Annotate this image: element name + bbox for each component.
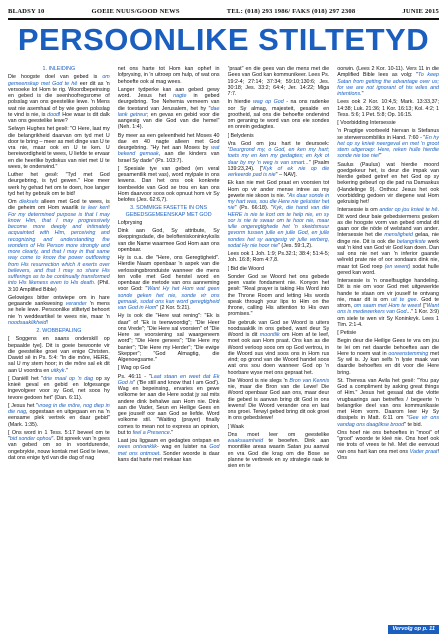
emphasis-text: dood — [47, 111, 60, 118]
paragraph — [228, 320, 330, 376]
section-heading — [8, 328, 110, 334]
issue-date: JUNIE 2015 — [402, 7, 439, 15]
emphasis-text: Vader praat — [409, 448, 438, 455]
emphasis-text: wat bekend gemaak — [117, 145, 220, 158]
emphasis-text: Kyk of ek nie op die verkeerde pad is nie — [227, 165, 330, 178]
emphasis-text: te leer ken — [81, 205, 109, 212]
body-text: ". Dit spreek van 'n gees van gebed om so in voortdurende, ongebrykte, nouw kontak met God te lewe, dat ons enige tyd van die dag of nag — [8, 436, 110, 461]
body-text: Lofprysing — [117, 219, 143, 226]
body-text: " ('Be still and know that I am God'). Wag en bepeinsing, ervaries en gewe volkome ter aan die Here sodat jy sal mits andere dink behalwe aan Hom nie. Dink aan die Vader, Seun en Heilige Gees en gee jouself oor aan God se liefde. Word volkome stil. "Waiting (prayer) finally comes to mean not to express an opinion, but to — [117, 379, 220, 436]
body-text: [ Petisie — [337, 330, 357, 336]
paragraph — [8, 172, 110, 197]
body-text: net ons harte tot Hom kan ophef in lofprysing, in 'n uitroep om hulp, of wat ons behoefte ook al mag wees. — [117, 66, 220, 85]
body-text: Laat jou liggaam en gedagtes ontspan en — [117, 438, 220, 444]
continued-notice: Vervolg op p. 11 — [388, 625, 439, 634]
body-text: . Dit word deur baie gebedsiermens gesken as die hoogste vorm van gebed omdat dit gaan oor die nöde of welstand van ander. Intersessie het die — [337, 207, 439, 239]
section-heading-text: 2. WOBBEPALING — [36, 328, 82, 334]
publication-name: GOEIE NUUS/GOOD NEWS — [91, 7, 180, 15]
emphasis-text: om saam met Hom te wees — [353, 303, 420, 309]
article-title: PERSOONLIKE STILTETYD — [17, 22, 430, 57]
body-text: " (2 Kor. 5:21). — [156, 305, 191, 311]
body-text: [ Voorbidding Intersessie — [337, 120, 396, 126]
body-text: "praat" en die gees van die mens met die Gees van God kan kommunikeer. Lees Ps. 19:2-4; 27:14; 37:34; 59:10;130:6; Jes. 30:18; Jes. 33:2; 64:4; Jer. 14:22; Miga 7:7. — [227, 66, 330, 97]
body-text: met Sy wil is. Jy kan selfs 'n lysie maak van daardie behoeftes en dit voor die Here bring. — [337, 350, 439, 376]
body-text: Ons hoef nie ons behoeftes in "mooi" of "groot" woorde te kleé nie. Ons hoef ook nie trots of vrees te hê. Met die eenvoud van ons hart kan ons met ons — [337, 429, 439, 455]
body-text: " — [379, 153, 382, 160]
paragraph — [337, 378, 439, 428]
body-text: " (Psalm 139:23,24). [" — [227, 159, 330, 172]
emphasis-text: wag op God — [252, 99, 284, 106]
paragraph — [118, 66, 220, 85]
column-2 — [118, 64, 220, 630]
emphasis-text: bid sonder ophou — [9, 436, 52, 442]
section-heading-text: 3. SOMMIGE FASETTE IN ONS GEBEDSGEMEENSKAP MET GOD — [125, 205, 212, 218]
body-text: Die Woord is nie slegs 'n — [227, 377, 290, 384]
paragraph — [8, 295, 110, 326]
body-text: in gebed deurgebring. Toe Nehemia verneem van die toestand van Jerusalem, het hy " — [117, 93, 220, 112]
body-text: (Phil. 3:10 Amplified Bible) — [8, 280, 110, 293]
paragraph — [118, 255, 220, 311]
body-text: Selwyn Hughes het gesê: "O Here, laat my die belangrikheid daarvan om tyd met U door te bring – meer as met dinge van U te vra nie, maar ook en U te ken. U bereiwordigheid te wees, U liefde te ervaar en die heerlike bydiskus van niet met U te wees, te onderwind." — [8, 126, 110, 170]
body-text: Intersessie is om — [337, 207, 380, 214]
body-text: ! Ons — [337, 448, 439, 461]
paragraph — [337, 66, 439, 97]
paragraph — [118, 438, 220, 463]
emphasis-text: As daar sonde in my hart was, sou die Here nie geluister het nie — [227, 192, 330, 212]
body-text: alleen met God te wees, is die geheim om Hom waarlik — [8, 199, 110, 212]
paragraph — [228, 66, 330, 97]
emphasis-text: ander op jou knieë te hê — [379, 207, 438, 214]
body-text: ! Hoe waar is dit dalk van ons geestelike lewe? — [8, 111, 110, 124]
emphasis-text: (en weent) — [384, 263, 411, 270]
body-text: [ Spesiale tye van gebed (en veral gesamentlik met vas), word mylpale in ons lewens. Dan het ons ook konkrete toenbeelde van God se trou en kan ons Hom daarvoor soos ook opnuut hom vir Sy belofes (Jes. 62:6,7). — [117, 165, 220, 203]
body-text: - wag en luister na — [156, 444, 210, 451]
paragraph — [228, 251, 330, 264]
emphasis-text: For my determined purpose is that I may know Him, that I may progressively become more deeply and intimately acquainted with Him, perceiving and recognizing and understanding the wonders of His Person more strongly and more clearly, and that I may in that same way come to know the power outflowing from His resurrection which it exerts over believers, and that I may so share His sufferings as to be continually transformed into His likeness even to His death. — [8, 211, 110, 287]
body-text: Ons moet leer om geestelike — [227, 431, 330, 438]
body-text: ; en gevas en gebid voor die aangesig van die God van die hemel" (Neh. 1:4). — [117, 111, 220, 131]
body-text: Intersessie is 'n onselfsugtige handeling. Dit is nie om voor God met uitgewerkte hande te staan om vir jouself te ontvang nie, maar dit is om — [337, 278, 439, 303]
emphasis-text: Deurgrond my, o God, en ken my hart; toets my en ken my gedagtes; en kyk of daar by my 'n weg is van smart... — [227, 147, 330, 166]
paragraph — [228, 141, 330, 179]
emphasis-text: To keep Satan from getting the advantage over us; for we are not ignorant of his wiles and intentions. — [337, 72, 439, 97]
header-rule — [8, 18, 439, 20]
page-number: BLADSY 10 — [8, 7, 45, 15]
emphasis-text: mensligheid — [384, 232, 413, 239]
emphasis-text: om gemeenskap met God te hê — [8, 74, 110, 87]
body-text: Begin deur die Heilige Gees te vra om jou te lei om net daardie behoeftes aan die Here to noem wat in — [337, 338, 439, 357]
body-text: Lees ook 1 Joh. 1:9; Ps.32:1; 38:4; 51:4-5; Joh. 16:8; Rom 4:7,8. — [227, 251, 330, 264]
emphasis-text: Laat staan en weet dat Ek God is — [117, 373, 220, 386]
emphasis-text: verander — [65, 301, 87, 307]
emphasis-text: uit te gee — [391, 296, 417, 303]
body-text: ! — [108, 205, 110, 212]
emphasis-text: belangrikste — [396, 238, 426, 245]
paragraph — [228, 133, 330, 139]
emphasis-text: uitkyk — [50, 367, 65, 374]
page-header — [8, 5, 439, 17]
paragraph — [228, 266, 330, 272]
body-text: Ps. 46:11 - " — [117, 373, 151, 380]
paragraph — [228, 378, 330, 422]
paragraph — [337, 430, 439, 461]
section-heading — [8, 66, 110, 72]
body-text: [ Belydenis — [227, 132, 254, 139]
section-heading-text: 1. INLEIDING — [42, 66, 76, 72]
body-text: " (Ps. 66:18). " — [234, 205, 273, 212]
paragraph — [228, 99, 330, 130]
body-text: Lees ook 2 Kor. 10:4,5; Mark. 13:33,37; 14:38; Luk. 21:36; 1 Kor. 16:13; Kol. 4:2; 1 Tess. 5:6; 1 Pet. 5:8; Op. 16:15. — [337, 99, 439, 118]
paragraph — [337, 330, 439, 336]
paragraph — [8, 199, 110, 293]
body-text: Hy is ook die "Here wat rening": "Ek is daar" of "Ek is teenwoordig"; "Die Heer ons Vrede"; "Die Here sal voorsien" of "Die Here se voorsiening sal waargeneem word"; "Die Here genees"; "Die Here my banier"; "Die Here my Herder"; "Die ewige Skepper"; "God Almagtig, die Algenoegsame." — [117, 313, 220, 363]
emphasis-text: waaksaamheid — [227, 438, 264, 444]
body-text: Die hoogste doel van gebed is — [8, 74, 103, 81]
body-text: " te bid. — [404, 421, 423, 428]
body-text: ..." 1 Kor. 3:9) om siele te wen vir Sy Koninkryk. Lees 1 Tim. 2:1-4. — [337, 309, 439, 328]
body-text: 'n Pragtige voorbeeld hiervan is Stefanus se sterwensombiliks in Hand. 7:60 - " — [337, 128, 439, 141]
emphasis-text: noodsaaklikheid — [8, 319, 47, 326]
emphasis-text: Gee vir ons vandag ons daaglikse brood — [337, 415, 439, 428]
column-3 — [228, 64, 330, 630]
paragraph — [228, 432, 330, 470]
paragraph — [118, 166, 220, 204]
emphasis-text: God met ons ontmoet — [117, 444, 220, 457]
body-text: ! — [46, 319, 48, 326]
body-text: Dink aan God, Sy attribute, Sy skeppingsdade, die belofteniskoninkrykslis van die Name waarmee God Hom aan ons openbaar. — [117, 228, 220, 253]
body-text: te beoefen. Dink aan moontlike areas waarin Satan jou aanval en vra God die krag om die Bose se planne te verbreek en sy strategie raak te sien en te — [227, 438, 330, 469]
paragraph — [118, 313, 220, 363]
body-text: om Hom af te leef, moet ook aan Hom praat. Ons kan as die Woord verloop soos om op God vertrou, in die Woord sus vind soos ons in Hom rus vind; op grond van die Woord handel soos wat ons sou doen wanneer God op 'n hoorbare wyse met ons gepraat het. — [227, 332, 330, 376]
body-text: Gelowiges bitter ontwiepe om in hare gegaande sankwesing — [8, 294, 110, 307]
emphasis-text: ooreenstemming — [388, 350, 429, 357]
body-text: In hierdie — [227, 99, 253, 106]
emphasis-text: Kyk, die hand van die HERE is nie te kort om te help nie, en sy oor is nie te swaar om te hoor nie, maar julle ongeregtighede het 'n skeidsmuur gevorm tussen julle en julle God, en julle sondes het sy aangesig vir julle verberg, sodat Hy nie hoor nie — [227, 205, 330, 249]
body-text: St. Theresa van Avila het gesê: "You pay God a compliment by asking great things of Him." Jesus het gesaal dat die vlotte vrugbaarings aan betreffes / begeerte 'n belangrike deel van ons kommunikasie met Hom vorm. Daarom leer Hy Sy dissipels in Matt. 6:11 om " — [337, 377, 439, 422]
body-text: Saulus (Paulus) wat hierdie moord goedgekeur het, is deur die impak van hierdie gebed getref en het God op sy bekering gebeurl op die pad na Damaskus (Handelinge 9). Onthou: Jesus het ook voorbidding gedoen vir diegene wat Hom gekruisig het! — [337, 161, 439, 205]
body-text: [ Ons word in 1 Tess. 5:17 beveel om te " — [8, 429, 110, 442]
body-text: ." — [64, 367, 68, 374]
paragraph — [118, 228, 220, 253]
body-text: 'n mens se hele lewe. Persoonlike stiltetyd behoort nie 'n weddeartikel te wees nie, maar 'n — [8, 301, 110, 320]
paragraph — [337, 120, 439, 126]
body-text: [ Bid die Woord — [227, 265, 264, 272]
emphasis-text: En hy het op sy knieë neergeval en met 'n groot stem uitgeroep: Here, reken hulle hierdie sonde nie toe nie! — [337, 134, 439, 160]
emphasis-text: Bron van Kennis — [289, 377, 330, 384]
emphasis-text: feel a Presence — [132, 429, 170, 436]
body-text: ! [" — [420, 303, 427, 309]
body-text: [ Wag op God — [117, 365, 151, 372]
body-text: By meer as een geleentheid het Moses 40 dae en 40 nagte alleen met God deurgebring. "Hy het aan Moses by — [117, 132, 220, 151]
paragraph — [8, 336, 110, 374]
paragraph — [337, 207, 439, 276]
body-text: [ Soggens en saans onderskill op bepaalde tye]. Dit is goeie bewoonte vir die geestelike groei van enige Christen. Dawid sê in Ps. 5:4: "In die môre, HERE, sal U my stem hoor; in die môre sal ek dit aan U voordra en — [8, 336, 110, 374]
body-text: [ Daniëll het " — [8, 375, 44, 382]
body-text: , aan die kinders van Israel Sy dade" (Ps. 103:7). — [117, 151, 220, 164]
body-text: " — [361, 91, 364, 97]
contact-line: TEL: (018) 293 1986/ FAKS (018) 297 2308 — [226, 7, 356, 15]
paragraph — [8, 376, 110, 401]
body-text: Sonder God se Woord het ons gebede geen vaste fondament nie. Konyon het gesê: "Real prayer is taking His Word into the Throne Room and letting His words speak through your lips to Him on the throne, calling His attention to His own promises." — [227, 273, 330, 318]
emphasis-text: vroeg in die môre, nog diep in die nag — [8, 402, 110, 415]
body-text: Die gebruik van God se Woord is uiters noodsaaklik in ons gebed, want deur Sy Woord is dit — [227, 319, 330, 338]
paragraph — [118, 87, 220, 131]
paragraph — [118, 374, 220, 437]
column-1 — [8, 64, 110, 630]
body-text: " – NAV]. — [275, 172, 298, 178]
section-heading — [118, 205, 220, 218]
paragraph — [118, 365, 220, 371]
body-text: , opgestaan en uitgegaan en na 'n eensame plek vertrek en daar gebid" (Mark. 1:35). — [8, 409, 110, 428]
body-text: [ Waak — [227, 423, 244, 430]
paragraph — [8, 430, 110, 461]
body-text: Vra God om jou hart te deursoek: " — [227, 140, 330, 153]
body-text: gelaa, nie dinge nie. Dit is ook die — [337, 232, 439, 245]
body-text: . God te strom, — [337, 296, 439, 309]
emphasis-text: nagte — [173, 93, 187, 99]
emphasis-text: dieksels — [19, 199, 39, 205]
paragraph — [337, 338, 439, 376]
column-4 — [337, 64, 439, 630]
body-text: oorwin. (Lees 2 Kor. 10-11). Vers 11 in die Amplified Bible lees as volg: " — [337, 66, 439, 79]
body-text: " (Jes. 59:1,2). — [278, 242, 313, 249]
paragraph — [118, 220, 220, 226]
paragraph — [228, 424, 330, 430]
body-text: Om — [8, 199, 20, 205]
body-text: Hy is o.a. die "Here, ons Geregtigheid". Hierdie Naam openbaar 'n aspek van die verlossingsbronduiste wanneer die mens ten volle met God herstel word en openbaar die metode van ons aanneming voor God: " — [117, 255, 220, 293]
body-text: eer dit as 'n versoeke lot Hom te rig. Woordbepeinsing en gebed is die seenhoofregsrome of polsslag van ons geestelike lewe. 'n Mens wat nie asemhaal of by wie geen polsslag te vind is nie, is — [8, 80, 110, 118]
emphasis-text: wees ontvanklik — [117, 444, 157, 451]
paragraph — [337, 99, 439, 118]
body-text: Luther het gesê: "Tyd met God deurgebring, is tyd gewen." Hoe meer werk hy gehad het om te doen, hoe langer tyd het hy gebruik om te bid! — [8, 172, 110, 197]
body-text: ." — [169, 429, 174, 436]
paragraph — [228, 274, 330, 318]
paragraph — [118, 133, 220, 164]
paragraph — [228, 180, 330, 249]
body-text: . Sonder woorde is daar kans dat harte met mekaar kan — [117, 450, 220, 463]
emphasis-text: Want Hy het Hom wat geen sonde geken het nie, sonde vir ons gemaak, sodat ons kan word geregtigheid van God in Hom — [117, 286, 220, 311]
body-text: [ Jesus het " — [8, 402, 38, 409]
body-text: - na ons radenke oor Sy almag, majesteit, gesalde en grootheid, sal ons die behoefte ondervind om geraning te word van ons eie sondes en onrein gedagtes. — [227, 99, 330, 131]
emphasis-text: Want ons is medewerkers van God — [337, 303, 439, 316]
paragraph — [8, 403, 110, 428]
emphasis-text: dae lank getreur — [117, 105, 220, 118]
body-text: nie, maar die Bron van die Lewe! Die Woord openbaar God aan ons, maar deur die gebed is aanvan bring dit God in ons lewens! Die Woord verander ons en laat ons groei. Terwyl gebed bring dit ook groei in ons gebedslewe! — [227, 384, 330, 422]
body-text: Langer tydperke kan aan gebed gewy word. Jesus het — [117, 86, 220, 99]
paragraph — [337, 278, 439, 328]
paragraph — [337, 128, 439, 159]
paragraph — [8, 74, 110, 124]
emphasis-text: moontlik — [259, 332, 280, 338]
paragraph — [8, 126, 110, 170]
body-text: Ek kan nie met God praat en voorsien tot Hom op vir ander mense intree as my gewete nie skoon is nie. " — [227, 180, 330, 199]
emphasis-text: drie maal op 'n dag — [43, 375, 94, 382]
paragraph — [337, 162, 439, 206]
body-text: sodat hulle gered kan word. — [337, 263, 439, 276]
body-text: werk wat 'n kind van God vir God kan doen. Dan sal ons nie net van 'n inferior gaande wêreld prate nie of oor sondaars dink nie, maar tot God roep — [337, 238, 439, 270]
body-text: op sy knieë geval en gebid en lofgesange ingevolgeer voor sy God, net soos hy tevore gedoen het" (Dan. 6:11). — [8, 375, 110, 401]
article-body — [8, 64, 439, 630]
